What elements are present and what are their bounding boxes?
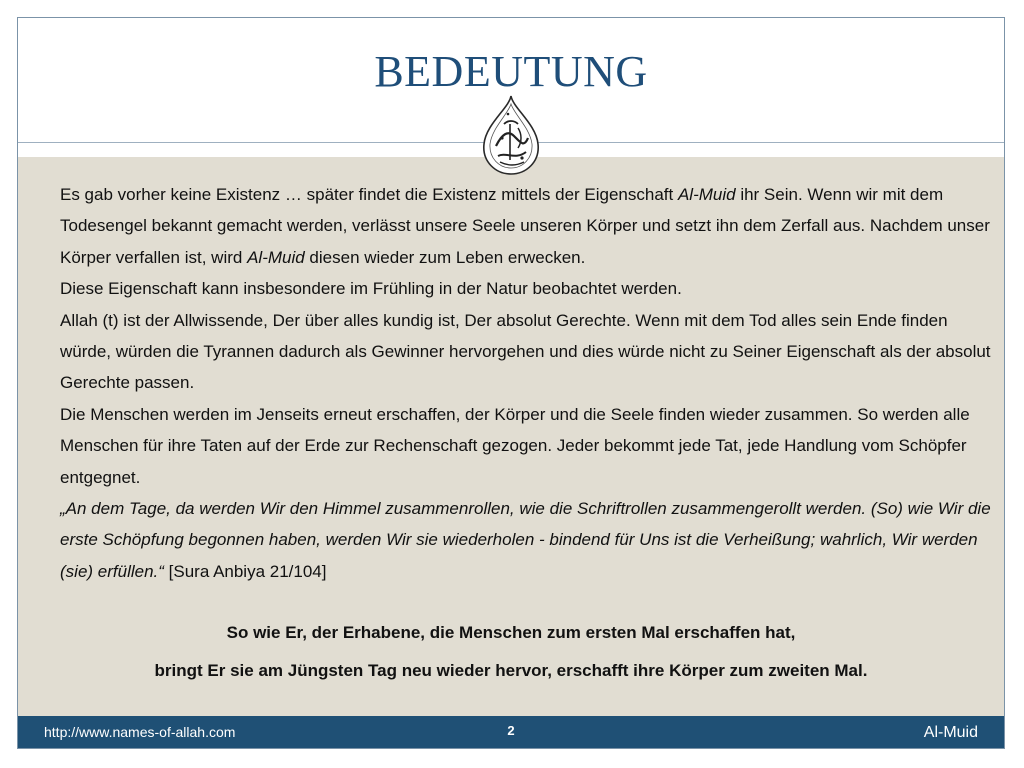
page-number: 2 bbox=[507, 723, 515, 738]
paragraph-2: Diese Eigenschaft kann insbesondere im Frühling in der Natur beobachtet werden. bbox=[60, 279, 682, 299]
content-area bbox=[18, 157, 1004, 716]
footer-bar bbox=[18, 716, 1004, 749]
arabic-calligraphy-icon bbox=[478, 94, 544, 176]
footer-name: Al-Muid bbox=[923, 724, 978, 741]
closing-line-2: bringt Er sie am Jüngsten Tag neu wieder hervor, erschafft ihre Körper zum zweiten Mal. bbox=[154, 661, 868, 680]
closing-line-1: So wie Er, der Erhabene, die Menschen zum ersten Mal erschaffen hat, bbox=[226, 623, 796, 642]
paragraph-3: Allah (t) ist der Allwissende, Der über alles kundig ist, Der absolut Gerechte. Wenn mit dem Tod alles sein Ende finden würde, würden die Tyrannen dadurch als Gewinner hervorgehen und dies würde nicht zu Seiner Eigenschaft als der absolut Gerechte passen. bbox=[60, 310, 991, 393]
slide-title: BEDEUTUNG bbox=[374, 47, 648, 96]
paragraph-4: Die Menschen werden im Jenseits erneut erschaffen, der Körper und die Seele finden wieder zusammen. So werden alle Menschen für ihre Taten auf der Erde zur Rechenschaft gezogen. Jeder bekommt jede Tat, jede Handlung vom Schöpfer entgegnet. bbox=[60, 404, 970, 487]
footer-url[interactable]: http://www.names-of-allah.com bbox=[44, 724, 236, 740]
slide bbox=[17, 17, 1005, 749]
body-text bbox=[60, 179, 996, 587]
quote-text: „An dem Tage, da werden Wir den Himmel zusammenrollen, wie die Schriftrollen zusammengerollt werden. (So) wie Wir die erste Schöpfung begonnen haben, werden Wir sie wiederholen - bindend für Uns ist die Verheißung; wahrlich, Wir werden (sie) erfüllen.“ bbox=[60, 499, 991, 581]
quote-paragraph bbox=[60, 493, 996, 587]
quote-reference: [Sura Anbiya 21/104] bbox=[163, 561, 327, 581]
paragraph-1: Es gab vorher keine Existenz … später findet die Existenz mittels der Eigenschaft Al-Muid ihr Sein. Wenn wir mit dem Todesengel bekannt gemacht werden, verlässt unsere Seele unseren Körper und setzt ihn dem Zerfall aus. Nachdem unser Körper verfallen ist, wird Al-Muid diesen wieder zum Leben erwecken. bbox=[60, 185, 990, 267]
